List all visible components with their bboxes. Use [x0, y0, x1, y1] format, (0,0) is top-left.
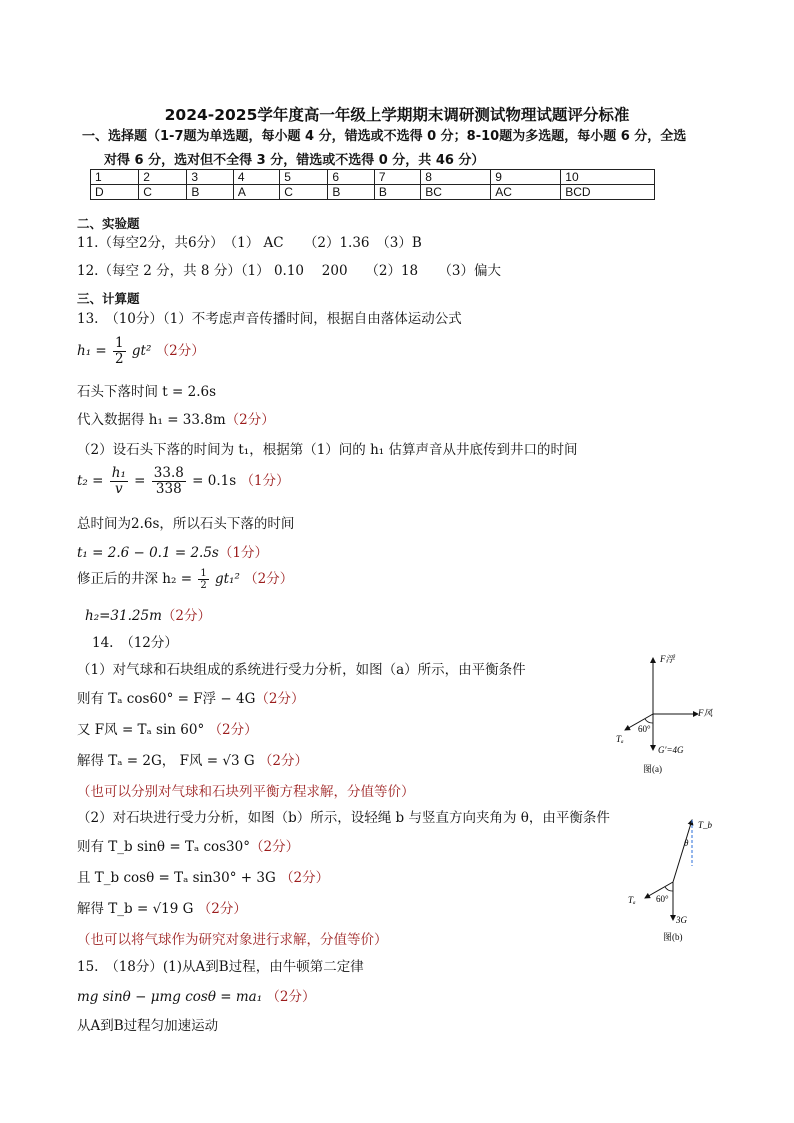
label-theta: θ	[684, 838, 689, 848]
caption-a: 图(a)	[643, 764, 662, 774]
answer-cell: B	[187, 185, 233, 200]
q13-line1: 13. （10分）（1）不考虑声音传播时间，根据自由落体运动公式	[77, 311, 462, 327]
score: （2分）	[225, 412, 275, 428]
fraction-numerator: 1	[200, 568, 207, 579]
fraction	[152, 466, 186, 497]
q14-equation3	[77, 749, 308, 769]
q14-eq2: 又 F风 = Tₐ sin 60°	[77, 722, 205, 738]
score: （2分）	[155, 343, 205, 359]
force-diagram-b	[618, 812, 718, 947]
q14-eq1: 则有 Tₐ cos60° = F浮 − 4G	[77, 691, 256, 707]
score: （2分）	[255, 691, 305, 707]
q13-equation2	[77, 466, 290, 497]
page-title: 2024-2025学年度高一年级上学期期末调研测试物理试题评分标准	[164, 106, 630, 124]
q14-equation5	[77, 866, 329, 886]
question-number-cell: 9	[491, 170, 561, 185]
answer-cell: A	[233, 185, 279, 200]
fraction-denominator: v	[114, 481, 123, 497]
score: （2分）	[197, 901, 247, 917]
score: （2分）	[266, 989, 316, 1005]
fraction-numerator: h₁	[111, 465, 126, 481]
answer-cell: B	[328, 185, 374, 200]
q14-line1: （1）对气球和石块组成的系统进行受力分析，如图（a）所示，由平衡条件	[77, 662, 526, 678]
fraction	[198, 568, 208, 591]
fraction	[113, 336, 126, 367]
section3-heading: 三、计算题	[77, 291, 140, 306]
label-buoyancy: F浮	[660, 654, 675, 664]
q14-eq3a: 解得 Tₐ = 2G，	[77, 753, 176, 769]
fraction-denominator: 2	[115, 351, 124, 367]
q14-equation4	[77, 835, 299, 855]
q13-eq5: h₂=31.25m	[85, 608, 162, 624]
label-tension-b: T_b	[698, 820, 713, 830]
score: （2分）	[161, 608, 211, 624]
fraction-numerator: 1	[115, 335, 124, 351]
label-wind: F风	[698, 708, 713, 718]
caption-b: 图(b)	[663, 932, 683, 942]
q14-equation6	[77, 897, 247, 917]
q14-note1: （也可以分别对气球和石块列平衡方程求解，分值等价）	[77, 784, 415, 800]
q15-equation1	[77, 985, 316, 1005]
fraction-denominator: 338	[155, 481, 182, 497]
q15-line1: 15. （18分）(1)从A到B过程，由牛顿第二定律	[77, 959, 364, 975]
question-number-cell: 1	[91, 170, 139, 185]
q13-eq4-rhs: gt₁²	[214, 571, 240, 587]
q14-equation2	[77, 718, 258, 738]
q12-answer: 12.（每空 2 分，共 8 分）（1） 0.10 200 （2）18 （3）偏大	[77, 263, 501, 279]
q13-eq2-mid: =	[134, 473, 146, 489]
angle-arc	[645, 719, 653, 723]
q14-header: 14. （12分）	[92, 635, 178, 651]
q13-equation1	[77, 336, 205, 367]
q11-answer: 11.（每空2分，共6分） （1） AC （2）1.36 （3）B	[77, 235, 422, 251]
answer-cell: AC	[491, 185, 561, 200]
score: （2分）	[280, 870, 330, 886]
section1-heading-line1: 一、选择题（1-7题为单选题，每小题 4 分，错选或不选得 0 分；8-10题为多选题，每小题 6 分，全选	[82, 129, 687, 144]
answer-cell: C	[139, 185, 187, 200]
question-number-cell: 8	[421, 170, 491, 185]
question-number-cell: 2	[139, 170, 187, 185]
q13-total-time: 总时间为2.6s，所以石头下落的时间	[77, 516, 295, 532]
score: （2分）	[258, 753, 308, 769]
question-number-cell: 4	[233, 170, 279, 185]
q13-eq1-rhs: gt²	[131, 343, 152, 359]
q14-line2: （2）对石块进行受力分析，如图（b）所示，设轻绳 b 与竖直方向夹角为 θ，由平衡条件	[77, 810, 610, 826]
q13-equation5	[85, 604, 211, 624]
section1-heading-line2: 对得 6 分，选对但不全得 3 分，错选或不选得 0 分，共 46 分）	[104, 153, 485, 168]
label-angle: 60°	[638, 724, 651, 734]
q14-eq5: 且 T_b cosθ = Tₐ sin30° + 3G	[77, 870, 276, 886]
fraction-denominator: 2	[200, 580, 207, 591]
q14-note2: （也可以将气球作为研究对象进行求解，分值等价）	[77, 932, 388, 948]
q13-fall-time: 石头下落时间 t = 2.6s	[77, 384, 217, 400]
q13-line2: （2）设石头下落的时间为 t₁，根据第（1）问的 h₁ 估算声音从井底传到井口的时间	[77, 442, 578, 458]
score: （2分）	[244, 571, 294, 587]
label-gravity: G′=4G	[658, 745, 684, 755]
fraction	[110, 466, 128, 497]
answer-cell: D	[91, 185, 139, 200]
question-number-cell: 10	[561, 170, 655, 185]
label-angle: 60°	[656, 894, 669, 904]
score: （2分）	[208, 722, 258, 738]
answer-table-answer-row	[91, 185, 655, 200]
label-tension-a: Tₐ	[628, 895, 636, 905]
answer-cell: B	[374, 185, 420, 200]
q13-eq4-prefix: 修正后的井深 h₂ =	[77, 571, 193, 587]
question-number-cell: 7	[374, 170, 420, 185]
q13-eq1-lhs: h₁ =	[77, 343, 107, 359]
fraction-numerator: 33.8	[153, 465, 184, 481]
answer-cell: C	[280, 185, 328, 200]
answer-table	[90, 169, 655, 200]
q13-eq3: t₁ = 2.6 − 0.1 = 2.5s	[77, 545, 219, 561]
q15-line2: 从A到B过程匀加速运动	[77, 1018, 219, 1034]
angle-arc	[665, 887, 673, 891]
question-number-cell: 6	[328, 170, 374, 185]
q14-equation1	[77, 687, 304, 707]
q14-eq3b: F风 = √3 G	[179, 753, 255, 769]
question-number-cell: 5	[280, 170, 328, 185]
answer-cell: BC	[421, 185, 491, 200]
section2-heading: 二、实验题	[77, 216, 140, 231]
q13-h1-result	[77, 408, 275, 428]
q13-equation4	[77, 567, 293, 591]
q13-equation3	[77, 541, 268, 561]
q13-eq2-lhs: t₂ =	[77, 473, 104, 489]
q13-h1-text: 代入数据得 h₁ = 33.8m	[77, 412, 226, 428]
score: （1分）	[218, 545, 268, 561]
q15-eq1: mg sinθ − μmg cosθ = ma₁	[77, 989, 263, 1005]
q13-eq2-rhs: = 0.1s	[192, 473, 237, 489]
label-tension-a: Tₐ	[616, 734, 624, 744]
tension-b-arrow	[673, 820, 692, 882]
question-number-cell: 3	[187, 170, 233, 185]
answer-table-number-row	[91, 170, 655, 185]
q14-eq4: 则有 T_b sinθ = Tₐ cos30°	[77, 839, 250, 855]
score: （2分）	[250, 839, 300, 855]
q14-eq6: 解得 T_b = √19 G	[77, 901, 194, 917]
score: （1分）	[240, 473, 290, 489]
label-gravity: 3G	[676, 915, 687, 925]
answer-cell: BCD	[561, 185, 655, 200]
force-diagram-a	[608, 650, 718, 780]
